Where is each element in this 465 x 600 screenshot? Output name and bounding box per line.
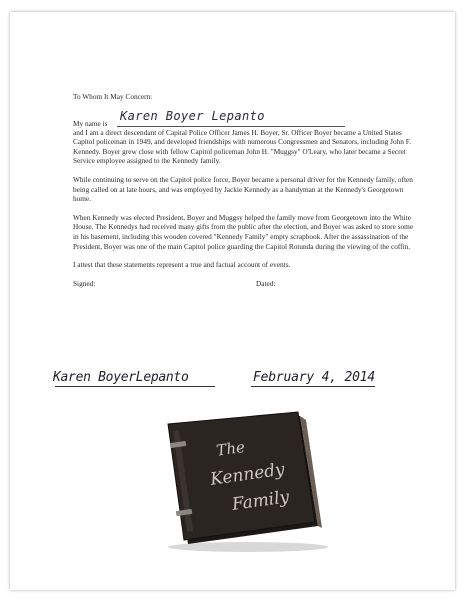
cover-word-1: The xyxy=(215,437,247,460)
signature-labels xyxy=(73,279,418,289)
handwritten-name: Karen Boyer Lepanto xyxy=(120,108,265,123)
scrapbook-image xyxy=(150,404,335,554)
scrapbook-photo xyxy=(150,404,335,554)
dated-label: Dated: xyxy=(256,278,276,288)
handwritten-signature: Karen BoyerLepanto xyxy=(53,370,189,385)
paragraph-3: When Kennedy was elected President, Boyer and Muggsy helped the family move from Georgetown into the White House. The Kennedys had received many gifts from the public after the election, and Boyer was asked to store some in his basement, including this wooden covered "Kennedy Family" empty scrapbook. After the assassination of the President, Boyer was one of the main Capitol police guarding the Capitol Rotunda during the viewing of the coffin. xyxy=(73,212,414,251)
paragraph-1: and I am a direct descendant of Capital Police Officer James H. Boyer, Sr. Officer Boyer became a United States Capitol policeman in 1949, and developed friendships with numerous Congressmen and Senators, including John F. Kennedy. Boyer grew close with fellow Capitol policeman John H. "Muggsy" O'Leary, who later became a Secret Service employee assigned to the Kennedy family. xyxy=(73,127,412,166)
document-page xyxy=(10,12,455,590)
cover-word-3: Family xyxy=(230,487,291,515)
letter-body xyxy=(73,92,418,289)
paragraph-2: While continuing to serve on the Capitol police force, Boyer became a personal driver for the Kennedy family, often being called on at late hours, and was employed by Jackie Kennedy as a handyman at the Kennedy's Georgetown home. xyxy=(73,174,413,204)
handwritten-date: February 4, 2014 xyxy=(253,370,376,385)
attestation: I attest that these statements represent a true and factual account of events. xyxy=(73,260,291,270)
shadow xyxy=(168,542,328,552)
signature-area xyxy=(53,364,383,394)
date-line xyxy=(251,386,375,387)
signature-line xyxy=(55,386,215,387)
name-line xyxy=(73,108,418,128)
signed-label: Signed: xyxy=(73,278,96,288)
cover-word-2: Kennedy xyxy=(209,459,286,490)
name-prefix: My name is xyxy=(73,118,108,128)
name-underline xyxy=(117,126,345,127)
salutation: To Whom It May Concern: xyxy=(73,92,153,101)
